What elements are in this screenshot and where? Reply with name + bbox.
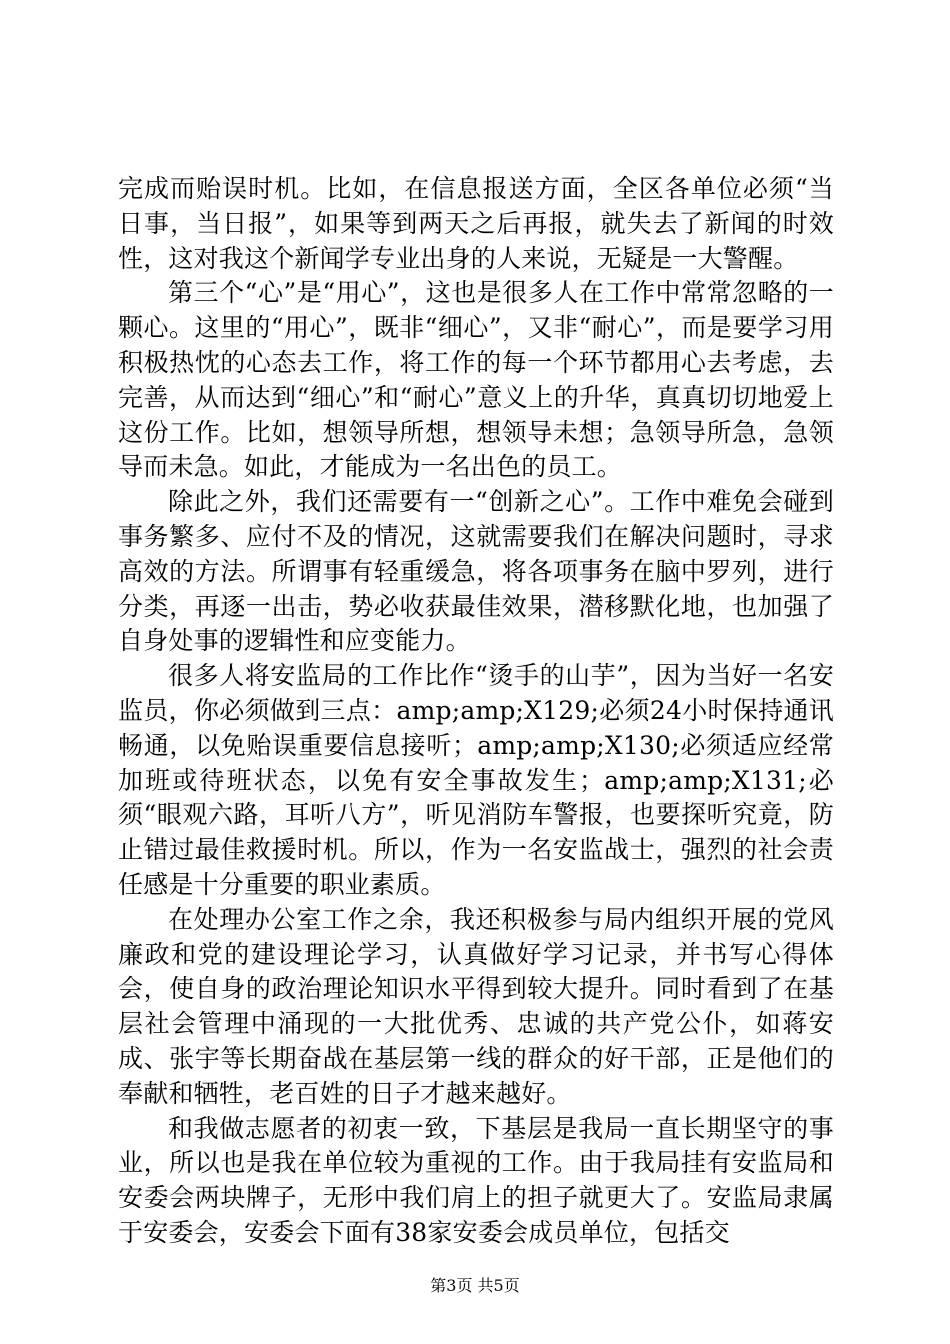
paragraph-1: 完成而贻误时机。比如，在信息报送方面，全区各单位必须“当日事，当日报”，如果等到两天之后再报，就失去了新闻的时效性，这对我这个新闻学专业出身的人来说，无疑是一大警醒。 xyxy=(118,174,834,273)
page-footer: 第3页 共5页 xyxy=(430,1276,520,1295)
paragraph-5: 在处理办公室工作之余，我还积极参与局内组织开展的党风廉政和党的建设理论学习，认真做好学习记录，并书写心得体会，使自身的政治理论知识水平得到较大提升。同时看到了在基层社会管理中涌现的一大批优秀、忠诚的共产党公仆，如蒋安成、张宇等长期奋战在基层第一线的群众的好干部，正是他们的奉献和牺牲，老百姓的日子才越来越好。 xyxy=(118,904,834,1108)
paragraph-6: 和我做志愿者的初衷一致，下基层是我局一直长期坚守的事业，所以也是我在单位较为重视的工作。由于我局挂有安监局和安委会两块牌子，无形中我们肩上的担子就更大了。安监局隶属于安委会，安委会下面有38家安委会成员单位，包括交 xyxy=(118,1113,834,1247)
document-body xyxy=(118,172,834,1251)
paragraph-3: 除此之外，我们还需要有一“创新之心”。工作中难免会碰到事务繁多、应付不及的情况，这就需要我们在解决问题时，寻求高效的方法。所谓事有轻重缓急，将各项事务在脑中罗列，进行分类，再逐一出击，势必收获最佳效果，潜移默化地，也加强了自身处事的逻辑性和应变能力。 xyxy=(118,487,834,656)
paragraph-2: 第三个“心”是“用心”，这也是很多人在工作中常常忽略的一颗心。这里的“用心”，既非“细心”，又非“耐心”，而是要学习用积极热忱的心态去工作，将工作的每一个环节都用心去考虑，去完善，从而达到“细心”和“耐心”意义上的升华，真真切切地爱上这份工作。比如，想领导所想，想领导未想；急领导所急，急领导而未急。如此，才能成为一名出色的员工。 xyxy=(118,278,834,482)
paragraph-4: 很多人将安监局的工作比作“烫手的山芋”，因为当好一名安监员，你必须做到三点：amp;amp;X129;必须24小时保持通讯畅通，以免贻误重要信息接听；amp;amp;X130;必须适应经常加班或待班状态，以免有安全事故发生；amp;amp;X131;必须“眼观六路，耳听八方”，听见消防车警报，也要探听究竟，防止错过最佳救援时机。所以，作为一名安监战士，强烈的社会责任感是十分重要的职业素质。 xyxy=(118,661,834,899)
